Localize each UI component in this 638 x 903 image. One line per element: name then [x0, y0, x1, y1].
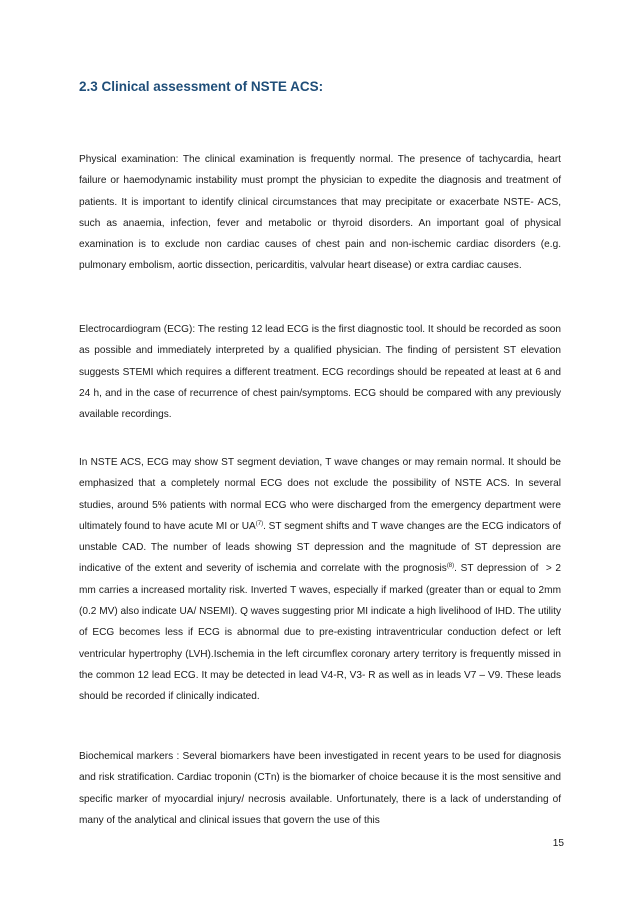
section-heading: 2.3 Clinical assessment of NSTE ACS: [79, 79, 324, 94]
paragraph-biochemical-markers: Biochemical markers : Several biomarkers have been investigated in recent years to be used for diagnosis and risk stratification. Cardiac troponin (CTn) is the biomarker of choice because it is the most sensitive and specific marker of myocardial injury/ necrosis available. Unfortunately, there is a lack of understanding of many of the analytical and clinical issues that govern the use of this [79, 751, 561, 826]
paragraph-physical-examination: Physical examination: The clinical examination is frequently normal. The presence of tachycardia, heart failure or haemodynamic instability must prompt the physician to expedite the diagnosis and treatment of patients. It is important to identify clinical circumstances that may precipitate or exacerbate NSTE- ACS, such as anaemia, infection, fever and metabolic or thyroid disorders. An important goal of physical examination is to exclude non cardiac causes of chest pain and non-ischemic cardiac disorders (e.g. pulmonary embolism, aortic dissection, pericarditis, valvular heart disease) or extra cardiac causes. [79, 154, 561, 272]
paragraph-nste-ecg [79, 452, 561, 708]
paragraph-ecg: Electrocardiogram (ECG): The resting 12 lead ECG is the first diagnostic tool. It should be recorded as soon as possible and immediately interpreted by a qualified physician. The finding of persistent ST elevation suggests STEMI which requires a different treatment. ECG recordings should be repeated at least at 6 and 24 h, and in the case of recurrence of chest pain/symptoms. ECG should be compared with any previously available recordings. [79, 324, 561, 421]
nste-text-part3: . ST depression of > 2 mm carries a increased mortality risk. Inverted T waves, especially if marked (greater than or equal to 2mm (0.2 MV) also indicate UA/ NSEMI). Q waves suggesting prior MI indicate a high livelihood of IHD. The utility of ECG becomes less if ECG is abnormal due to pre-existing intraventricular conduction defect or left ventricular hypertrophy (LVH).Ischemia in the left circumflex coronary artery territory is frequently missed in the common 12 lead ECG. It may be detected in lead V4-R, V3- R as well as in leads V7 – V9. These leads should be recorded if clinically indicated. [79, 563, 562, 703]
nste-text-part2: . ST segment shifts and T wave changes are the ECG indicators of unstable CAD. The number of leads showing ST depression and the magnitude of ST depression are indicative of the extent and severity of ischemia and correlate with the prognosis [79, 520, 562, 575]
reference-7: (7) [255, 520, 264, 527]
nste-text-part1: In NSTE ACS, ECG may show ST segment deviation, T wave changes or may remain normal. It should be emphasized that a completely normal ECG does not exclude the possibility of NSTE ACS. In several studies, around 5% patients with normal ECG who were discharged from the emergency department were ultimately found to have acute MI or UA [79, 457, 561, 532]
page-number: 15 [552, 838, 564, 849]
reference-8: (8) [446, 563, 455, 570]
